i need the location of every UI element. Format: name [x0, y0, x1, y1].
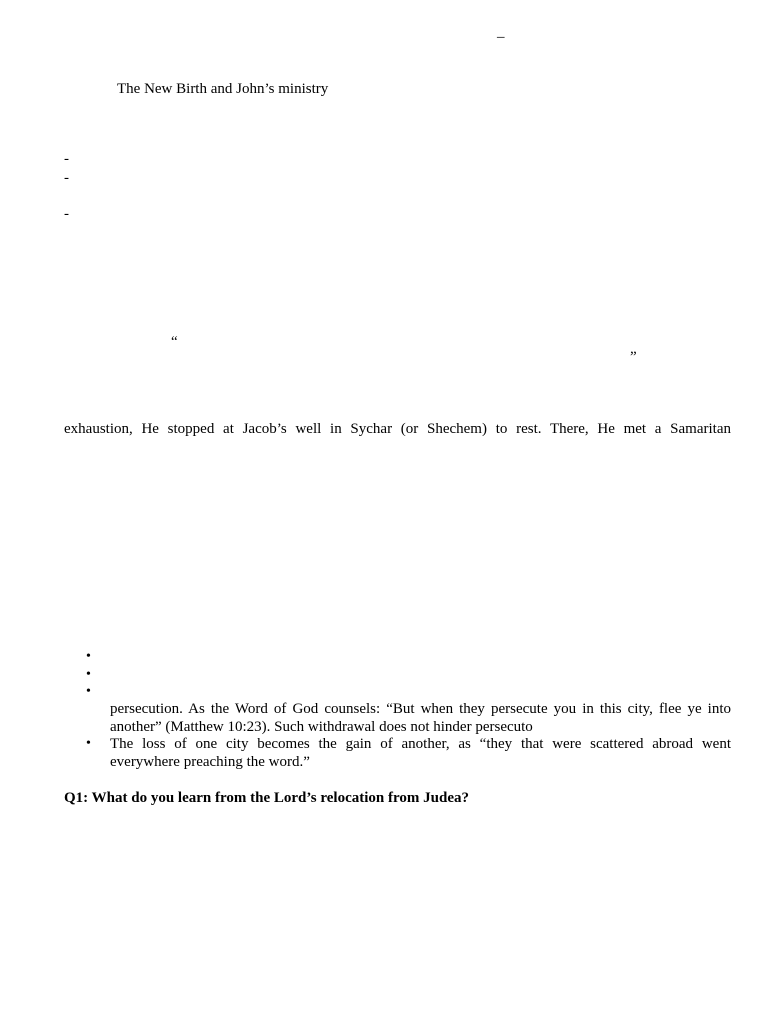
bullet-item-text: everywhere preaching the word.”	[110, 754, 310, 770]
section-heading: The New Birth and John’s ministry	[117, 81, 329, 97]
bullet-icon: •	[86, 684, 91, 699]
bullet-icon: •	[86, 649, 91, 664]
bullet-icon: •	[86, 736, 91, 751]
bullet-item-text: The loss of one city becomes the gain of another, as “they that were scattered abroad went	[110, 736, 731, 752]
paragraph-line: exhaustion, He stopped at Jacob’s well in Sychar (or Shechem) to rest. There, He met a Samaritan	[64, 421, 731, 437]
open-quote-mark: “	[171, 334, 178, 350]
dash-mark: -	[64, 151, 69, 167]
dash-mark: -	[64, 170, 69, 186]
dash-mark: –	[497, 29, 505, 45]
question-heading: Q1: What do you learn from the Lord’s relocation from Judea?	[64, 790, 469, 806]
bullet-icon: •	[86, 667, 91, 682]
bullet-item-text: another” (Matthew 10:23). Such withdrawal does not hinder persecuto	[110, 719, 533, 735]
bullet-item-text: persecution. As the Word of God counsels: “But when they persecute you in this city, flee ye into	[110, 701, 731, 717]
dash-mark: -	[64, 206, 69, 222]
close-quote-mark: ”	[630, 349, 637, 365]
